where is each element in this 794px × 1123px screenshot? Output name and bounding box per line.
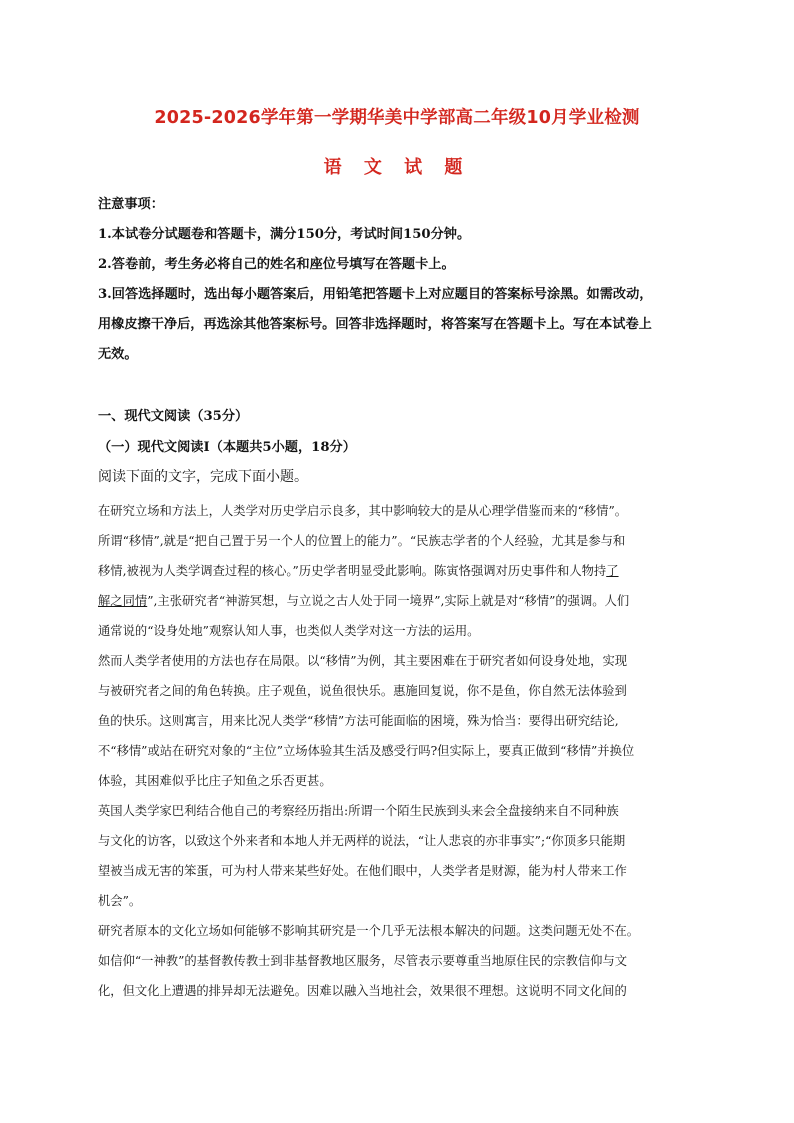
passage-paragraph-2-line-3: 鱼的快乐。这则寓言，用来比况人类学“移情”方法可能面临的困境，殊为恰当：要得出研究结论,: [98, 714, 619, 728]
note-item-3-end: 无效。: [98, 347, 138, 362]
subsection-heading: （一）现代文阅读Ⅰ（本题共5小题，18分）: [98, 440, 356, 455]
underlined-text: 了: [606, 564, 619, 578]
reading-passage: [98, 496, 702, 1006]
passage-paragraph-4-line-2: 如信仰“一神教”的基督教传教士到非基督教地区服务，尽管表示要尊重当地原住民的宗教信仰与文: [98, 954, 628, 968]
exam-title: 2025-2026学年第一学期华美中学部高二年级10月学业检测: [154, 108, 640, 128]
reading-instruction: 阅读下面的文字，完成下面小题。: [98, 469, 308, 485]
passage-paragraph-2-line-1: 然而人类学者使用的方法也存在局限。以“移情”为例，其主要困难在于研究者如何设身处地，实现: [98, 654, 628, 668]
note-item-3: 3.回答选择题时，选出每小题答案后，用铅笔把答题卡上对应题目的答案标号涂黑。如需改动，: [98, 287, 653, 302]
notes-list: [98, 220, 698, 370]
notes-heading: 注意事项：: [98, 197, 164, 212]
passage-paragraph-1-line-3: [98, 556, 702, 586]
passage-paragraph-4-line-3: 化，但文化上遭遇的排异却无法避免。因难以融入当地社会，效果很不理想。这说明不同文化间的: [98, 984, 627, 998]
underlined-text: 解之同情: [98, 594, 148, 608]
passage-paragraph-3-line-3: 望被当成无害的笨蛋，可为村人带来某些好处。在他们眼中，人类学者是财源，能为村人带来工作: [98, 864, 627, 878]
exam-subtitle: 语 文 试 题: [323, 157, 471, 178]
passage-paragraph-2-line-5: 体验，其困难似乎比庄子知鱼之乐否更甚。: [98, 774, 332, 788]
note-item-3-cont: 用橡皮擦干净后，再选涂其他答案标号。回答非选择题时，将答案写在答题卡上。写在本试卷上: [98, 317, 652, 332]
passage-paragraph-3-line-2: 与文化的访客，以致这个外来者和本地人并无两样的说法，“让人悲哀的亦非事实”;“你顶多只能期: [98, 834, 626, 848]
passage-paragraph-3-line-4: 机会”。: [98, 894, 142, 908]
note-item-2: 2.答卷前，考生务必将自己的姓名和座位号填写在答题卡上。: [98, 257, 455, 272]
section-heading: 一、现代文阅读（35分）: [98, 409, 249, 424]
passage-paragraph-1-line-2: 所谓“移情”,就是“把自己置于另一个人的位置上的能力”。“民族志学者的个人经验，尤其是参与和: [98, 534, 626, 548]
passage-paragraph-1-line-5: 通常说的“设身处地”观察认知人事，也类似人类学对这一方法的运用。: [98, 624, 480, 638]
passage-paragraph-4-line-1: 研究者原本的文化立场如何能够不影响其研究是一个几乎无法根本解决的问题。这类问题无处不在。: [98, 924, 640, 938]
passage-paragraph-2-line-4: 不“移情”或站在研究对象的“主位”立场体验其生活及感受行吗?但实际上，要真正做到“移情”并换位: [98, 744, 635, 758]
passage-paragraph-3-line-1: 英国人类学家巴利结合他自己的考察经历指出:所谓一个陌生民族到头来会全盘接纳来自不同种族: [98, 804, 619, 818]
note-item-1: 1.本试卷分试题卷和答题卡，满分150分，考试时间150分钟。: [98, 227, 471, 242]
passage-text: 移情,被视为人类学调查过程的核心。”历史学者明显受此影响。陈寅恪强调对历史事件和人物持: [98, 564, 607, 578]
passage-paragraph-1-line-4: [98, 586, 702, 616]
passage-text: ”,主张研究者“神游冥想，与立说之古人处于同一境界”,实际上就是对“移情”的强调。人们: [147, 594, 630, 608]
passage-paragraph-1-line-1: 在研究立场和方法上，人类学对历史学启示良多，其中影响较大的是从心理学借鉴而来的“移情”。: [98, 504, 628, 518]
passage-paragraph-2-line-2: 与被研究者之间的角色转换。庄子观鱼，说鱼很快乐。惠施回复说，你不是鱼，你自然无法体验到: [98, 684, 627, 698]
